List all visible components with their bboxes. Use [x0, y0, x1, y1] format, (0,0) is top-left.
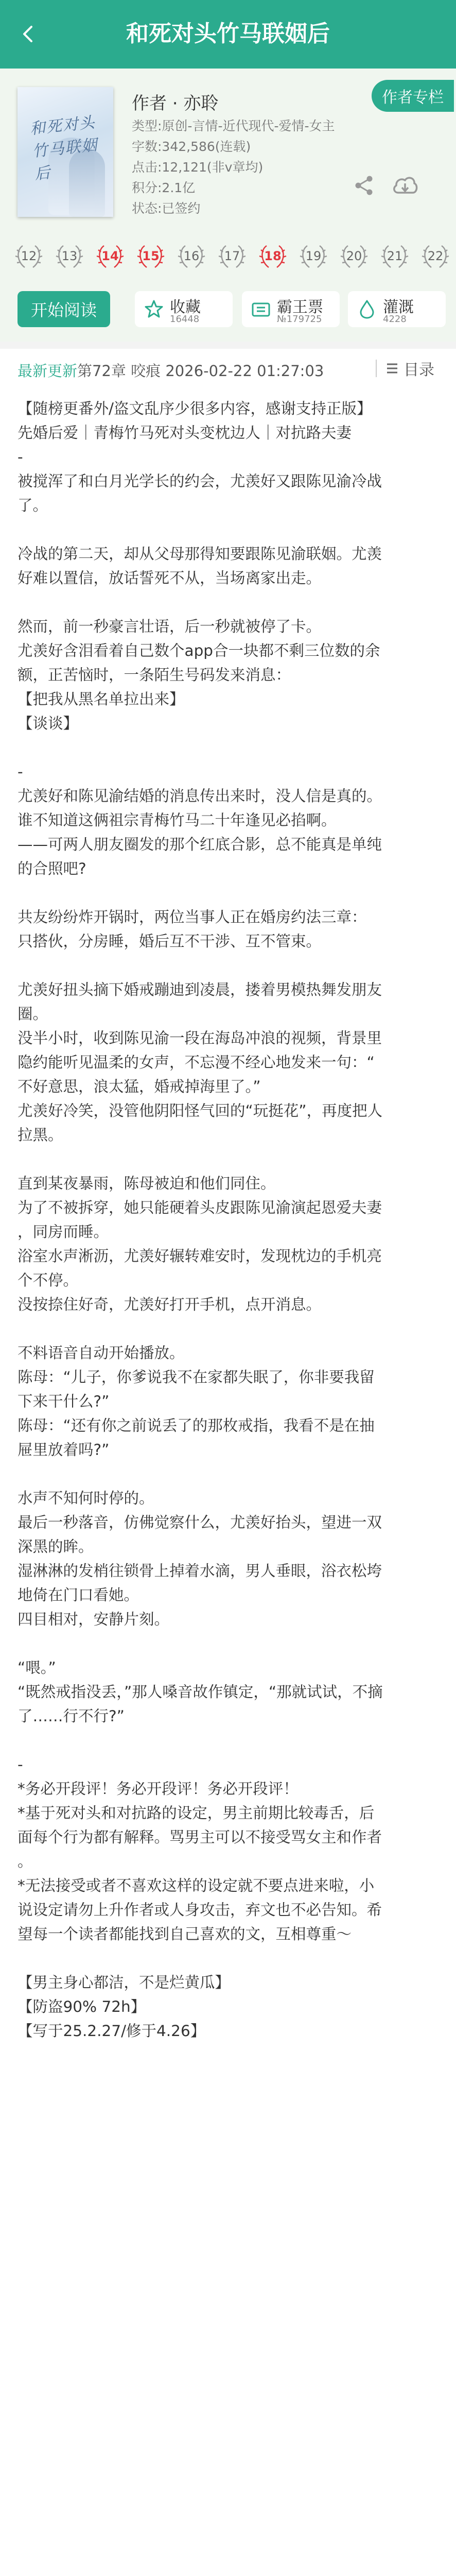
water-drop-icon — [357, 299, 377, 319]
rank-badge[interactable] — [54, 241, 85, 272]
book-category: 类型:原创-言情-近代现代-爱情-女主 — [132, 118, 335, 133]
rank-number: 12 — [21, 249, 37, 263]
synopsis-line: 隐约能听见温柔的女声，不忘漫不经心地发来一句：“ — [17, 1054, 375, 1071]
rank-badge[interactable] — [13, 241, 44, 272]
synopsis-line: 【随榜更番外/盗文乱序少很多内容，感谢支持正版】 — [17, 400, 372, 417]
synopsis-line: 【谈谈】 — [17, 715, 79, 732]
paragraph-spacer — [17, 590, 441, 615]
rank-number: 17 — [224, 249, 240, 263]
synopsis-line: 好难以置信，放话誓死不从，当场离家出走。 — [17, 569, 322, 587]
synopsis-line: 被搅浑了和白月光学长的约会，尤羡好又跟陈见渝冷战 — [17, 472, 382, 490]
synopsis-line: 四目相对，安静片刻。 — [17, 1611, 170, 1628]
synopsis-line: 浴室水声淅沥，尤羡好辗转难安时，发现枕边的手机亮 — [17, 1247, 382, 1265]
synopsis-line: 说设定请勿上升作者或人身攻击，弃文也不必告知。希 — [17, 1901, 382, 1919]
book-synopsis — [17, 397, 441, 2043]
book-clicks: 点击:12,121(非v章均) — [132, 160, 264, 175]
synopsis-line: 个不停。 — [17, 1272, 79, 1289]
overlord-ticket-button[interactable] — [242, 291, 340, 327]
latest-label: 最新更新 — [17, 362, 78, 380]
synopsis-line: 了。 — [17, 497, 48, 514]
synopsis-line: 【防盗90% 72h】 — [17, 1998, 146, 2015]
synopsis-line: 不料语音自动开始播放。 — [17, 1344, 185, 1362]
page-title: 和死对头竹马联姻后 — [126, 21, 330, 47]
rank-number: 16 — [183, 249, 200, 263]
rank-badge[interactable] — [298, 241, 329, 272]
overlord-count: №179725 — [277, 314, 322, 325]
synopsis-line: - — [17, 763, 23, 781]
synopsis-line: ——可两人朋友圈发的那个红底合影，总不能真是单纯 — [17, 836, 382, 853]
rank-badges-row — [0, 233, 456, 285]
synopsis-line: 水声不知何时停的。 — [17, 1489, 154, 1507]
top-bar — [0, 0, 456, 69]
synopsis-line: 【写于25.2.27/修于4.26】 — [17, 2022, 206, 2040]
list-icon — [385, 361, 399, 376]
paragraph-spacer — [17, 1946, 441, 1971]
water-label: 灌溉 — [383, 298, 414, 316]
synopsis-line: 尤羡好冷笑，没管他阴阳怪气回的“玩挺花”，再度把人 — [17, 1102, 383, 1120]
paragraph-spacer — [17, 1632, 441, 1656]
download-cloud-icon[interactable] — [391, 173, 419, 198]
paragraph-spacer — [17, 954, 441, 978]
start-reading-button[interactable]: 开始阅读 — [17, 291, 110, 327]
synopsis-line: 屉里放着吗?” — [17, 1441, 110, 1459]
synopsis-line: - — [17, 448, 23, 466]
synopsis-line: 没按捺住好奇，尤羡好打开手机，点开消息。 — [17, 1296, 322, 1313]
synopsis-line: 深黑的眸。 — [17, 1538, 94, 1555]
latest-time: 2026-02-22 01:27:03 — [165, 362, 324, 380]
rank-badge[interactable] — [339, 241, 370, 272]
latest-chapter: 第72章 咬痕 — [77, 362, 161, 380]
ticket-icon — [251, 299, 271, 319]
collect-count: 16448 — [170, 314, 200, 325]
synopsis-line: 下来干什么?” — [17, 1393, 110, 1410]
water-count: 4228 — [383, 314, 407, 325]
synopsis-line: 尤羡好含泪看着自己数个app合一块都不剩三位数的余 — [17, 642, 380, 659]
share-icon[interactable] — [353, 174, 376, 197]
book-status: 状态:已签约 — [132, 201, 201, 216]
synopsis-line: ，同房而睡。 — [17, 1223, 109, 1241]
synopsis-line: 湿淋淋的发梢往锁骨上掉着水滴，男人垂眼，浴衣松垮 — [17, 1562, 382, 1580]
rank-badge[interactable] — [95, 241, 126, 272]
paragraph-spacer — [17, 881, 441, 905]
synopsis-line: 陈母：“还有你之前说丢了的那枚戒指，我看不是在抽 — [17, 1417, 375, 1434]
paragraph-spacer — [17, 1317, 441, 1341]
collect-button[interactable] — [135, 291, 233, 327]
synopsis-line: 只搭伙，分房睡，婚后互不干涉、互不管束。 — [17, 933, 322, 950]
rank-number: 20 — [346, 249, 362, 263]
paragraph-spacer — [17, 1147, 441, 1172]
synopsis-line: 望每一个读者都能找到自己喜欢的文，互相尊重～ — [17, 1925, 352, 1943]
book-cover[interactable] — [17, 87, 113, 217]
synopsis-line: 圈。 — [17, 1005, 48, 1023]
rank-number: 19 — [305, 249, 322, 263]
synopsis-line: 【把我从黑名单拉出来】 — [17, 690, 185, 708]
synopsis-line: 尤羡好扭头摘下婚戒蹦迪到凌晨，搂着男模热舞发朋友 — [17, 981, 382, 998]
synopsis-line: *基于死对头和对抗路的设定，男主前期比较毒舌，后 — [17, 1804, 375, 1822]
synopsis-line: 直到某夜暴雨，陈母被迫和他们同住。 — [17, 1175, 276, 1192]
synopsis-line: 先婚后爱｜青梅竹马死对头变枕边人｜对抗路夫妻 — [17, 424, 352, 442]
section-divider — [0, 342, 456, 349]
rank-badge[interactable] — [420, 241, 451, 272]
rank-number: 13 — [61, 249, 78, 263]
water-button[interactable] — [348, 291, 446, 327]
synopsis-line: 共友纷纷炸开锅时，两位当事人正在婚房约法三章： — [17, 908, 367, 926]
rank-number: 14 — [101, 249, 119, 263]
synopsis-line: 尤羡好和陈见渝结婚的消息传出来时，没人信是真的。 — [17, 787, 382, 805]
synopsis-line: 然而，前一秒豪言壮语，后一秒就被停了卡。 — [17, 618, 322, 635]
star-icon — [144, 299, 164, 319]
catalog-button[interactable] — [376, 355, 443, 381]
rank-number: 18 — [264, 249, 282, 263]
synopsis-line: 陈母：“儿子，你爹说我不在家都失眠了，你非要我留 — [17, 1368, 375, 1386]
paragraph-spacer — [17, 518, 441, 542]
paragraph-spacer — [17, 736, 441, 760]
rank-number: 15 — [142, 249, 160, 263]
synopsis-line: *务必开段评！务必开段评！务必开段评！ — [17, 1780, 299, 1798]
rank-badge[interactable] — [257, 241, 288, 272]
synopsis-line: 谁不知道这俩祖宗青梅竹马二十年逢见必掐啊。 — [17, 811, 337, 829]
author-name[interactable]: 作者 · 亦聆 — [132, 93, 219, 114]
action-bar — [0, 285, 456, 342]
synopsis-line: 额，正苦恼时，一条陌生号码发来消息： — [17, 666, 291, 684]
synopsis-line: 面每个行为都有解释。骂男主可以不接受骂女主和作者 — [17, 1828, 382, 1846]
author-column-button[interactable]: 作者专栏 — [372, 80, 454, 112]
synopsis-line: 地倚在门口看她。 — [17, 1586, 139, 1604]
rank-number: 22 — [427, 249, 444, 263]
catalog-divider — [376, 360, 377, 377]
collect-label: 收藏 — [170, 298, 201, 316]
synopsis-line: “喂。” — [17, 1659, 56, 1676]
rank-badge[interactable] — [135, 241, 166, 272]
synopsis-line: “既然戒指没丢，”那人嗓音故作镇定，“那就试试，不摘 — [17, 1683, 383, 1701]
synopsis-line: *无法接受或者不喜欢这样的设定就不要点进来啦，小 — [17, 1877, 375, 1894]
synopsis-line: - — [17, 1756, 23, 1773]
synopsis-line: 不好意思，浪太猛，婚戒掉海里了。” — [17, 1078, 261, 1095]
synopsis-line: 。 — [17, 1853, 33, 1870]
latest-update-line[interactable] — [17, 360, 324, 381]
overlord-label: 霸王票 — [277, 298, 323, 316]
book-points: 积分:2.1亿 — [132, 180, 196, 195]
rank-number: 21 — [387, 249, 403, 263]
synopsis-line: 冷战的第二天，却从父母那得知要跟陈见渝联姻。尤羡 — [17, 545, 382, 563]
synopsis-line: 拉黑。 — [17, 1126, 63, 1144]
synopsis-line: 的合照吧? — [17, 860, 86, 877]
paragraph-spacer — [17, 1462, 441, 1486]
synopsis-line: 【男主身心都洁，不是烂黄瓜】 — [17, 1974, 231, 1991]
paragraph-spacer — [17, 1728, 441, 1753]
rank-badge[interactable] — [217, 241, 248, 272]
book-info-panel — [0, 69, 456, 233]
catalog-label: 目录 — [404, 361, 434, 379]
rank-badge[interactable] — [176, 241, 207, 272]
book-word-count: 字数:342,586(连载) — [132, 139, 251, 154]
synopsis-line: 最后一秒落音，仿佛觉察什么，尤羡好抬头，望进一双 — [17, 1514, 382, 1531]
synopsis-line: 没半小时，收到陈见渝一段在海岛冲浪的视频，背景里 — [17, 1029, 382, 1047]
rank-badge[interactable] — [379, 241, 410, 272]
synopsis-line: 为了不被拆穿，她只能硬着头皮跟陈见渝演起恩爱夫妻 — [17, 1199, 382, 1216]
synopsis-line: 了……行不行?” — [17, 1707, 125, 1725]
cover-title-art: 和死对头竹马联姻后 — [29, 113, 99, 183]
